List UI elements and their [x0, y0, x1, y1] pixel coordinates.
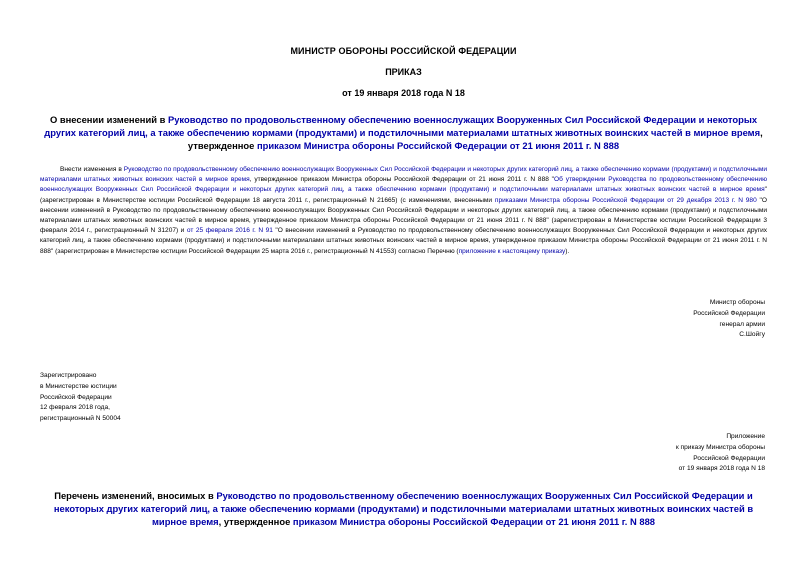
body-text-2: , утвержденное приказом Министра обороны Российской Федерации от 21 июня 2011 г. N 888 "	[249, 176, 555, 184]
body-text-3: " (зарегистрирован в Министерстве юстиции Российской Федерации 18 августа 2011 г., регистрационный N 21665) (с изменениями, внесенными	[40, 186, 767, 204]
appendix-heading-link-guideline[interactable]: Руководство по продовольственному обеспечению военнослужащих Вооруженных Сил Российской Федерации и некоторых других категорий лиц, а также обеспечению кормами (продуктами) и подстилочными материалами штатных животных воинских частей в мирное время	[53, 490, 754, 527]
ministry-title: МИНИСТР ОБОРОНЫ РОССИЙСКОЙ ФЕДЕРАЦИИ	[290, 46, 517, 56]
appendix-date: от 19 января 2018 года N 18	[678, 465, 765, 473]
body-link-order-91[interactable]: от 25 февраля 2016 г. N 91	[186, 227, 273, 235]
registration-date: 12 февраля 2018 года,	[40, 404, 110, 412]
appendix-heading-middle: , утвержденное	[218, 516, 293, 527]
order-date-number: от 19 января 2018 года N 18	[342, 88, 465, 98]
document-type: ПРИКАЗ	[385, 67, 422, 77]
body-link-order-980[interactable]: приказами Министра обороны Российской Федерации от 29 декабря 2013 г. N 980	[494, 196, 757, 204]
registration-line-3: Российской Федерации	[40, 393, 112, 401]
registration-block	[40, 371, 240, 425]
appendix-label: Приложение	[726, 433, 765, 440]
body-link-approval[interactable]: Об утверждении Руководства по продовольственному обеспечению военнослужащих Вооруженных Сил Российской Федерации и некоторых других категорий лиц, а также обеспечению кормами (продуктами) и подстилочными материалами штатных животных воинских частей в мирное время	[40, 176, 767, 194]
heading-middle: , утвержденное	[187, 127, 763, 151]
heading-link-order-888[interactable]: приказом Министра обороны Российской Федерации от 21 июня 2011 г. N 888	[256, 140, 620, 151]
signature-country: Российской Федерации	[693, 309, 765, 317]
signature-rank: генерал армии	[719, 320, 765, 328]
appendix-heading-link-order-888[interactable]: приказом Министра обороны Российской Федерации от 21 июня 2011 г. N 888	[292, 516, 655, 527]
order-heading	[44, 113, 763, 152]
signature-name: С.Шойгу	[739, 331, 765, 339]
registration-line-2: в Министерстве юстиции	[40, 382, 117, 390]
signature-position: Министр обороны	[709, 299, 765, 306]
appendix-order-ref: к приказу Министра обороны	[675, 443, 765, 451]
body-link-guideline[interactable]: Руководство по продовольственному обеспечению военнослужащих Вооруженных Сил Российской Федерации и некоторых других категорий лиц, а также обеспечению кормами (продуктами) и подстилочными материалами штатных животных воинских частей в мирное время	[40, 166, 767, 184]
body-link-appendix[interactable]: приложение к настоящему приказу	[458, 247, 566, 255]
body-text-1: Внести изменения в	[60, 166, 124, 173]
signature-block	[585, 298, 765, 341]
heading-prefix: О внесении изменений в	[49, 114, 168, 125]
registration-number: регистрационный N 50004	[40, 415, 121, 423]
registration-line-1: Зарегистрировано	[40, 372, 97, 379]
appendix-heading-prefix: Перечень изменений, вносимых в	[54, 490, 217, 501]
appendix-heading	[40, 489, 767, 528]
heading-link-guideline[interactable]: Руководство по продовольственному обеспечению военнослужащих Вооруженных Сил Российской Федерации и некоторых других категорий лиц, а также обеспечению кормами (продуктами) и подстилочными материалами штатных животных воинских частей в мирное время	[44, 114, 761, 138]
appendix-reference-block	[565, 432, 765, 475]
appendix-country: Российской Федерации	[693, 454, 765, 462]
body-text-4: "О внесении изменений в Руководство по продовольственному обеспечению военнослужащих Вооруженных Сил Российской Федерации и некоторых других категорий лиц, а также обеспечению кормами (продуктами) и подстилочными материалами штатных животных воинских частей в мирное время, утвержденное приказом Министра обороны Российской Федерации от 21 июня 2011 г. N 888" (зарегистрирован в Министерстве юстиции Российской Федерации 3 февраля 2014 г., регистрационный N 31207) и	[40, 196, 767, 235]
body-text-5: "О внесении изменений в Руководство по продовольственному обеспечению военнослужащих Вооруженных Сил Российской Федерации и некоторых других категорий лиц, а также обеспечению кормами (продуктами) и подстилочными материалами штатных животных воинских частей в мирное время, утвержденное приказом Министра обороны Российской Федерации от 21 июня 2011 г. N 888" (зарегистрирован в Министерстве юстиции Российской Федерации 25 марта 2016 г., регистрационный N 41553) согласно Перечню (	[40, 227, 768, 255]
body-text-6: ).	[565, 247, 570, 255]
order-body-paragraph	[40, 165, 767, 257]
